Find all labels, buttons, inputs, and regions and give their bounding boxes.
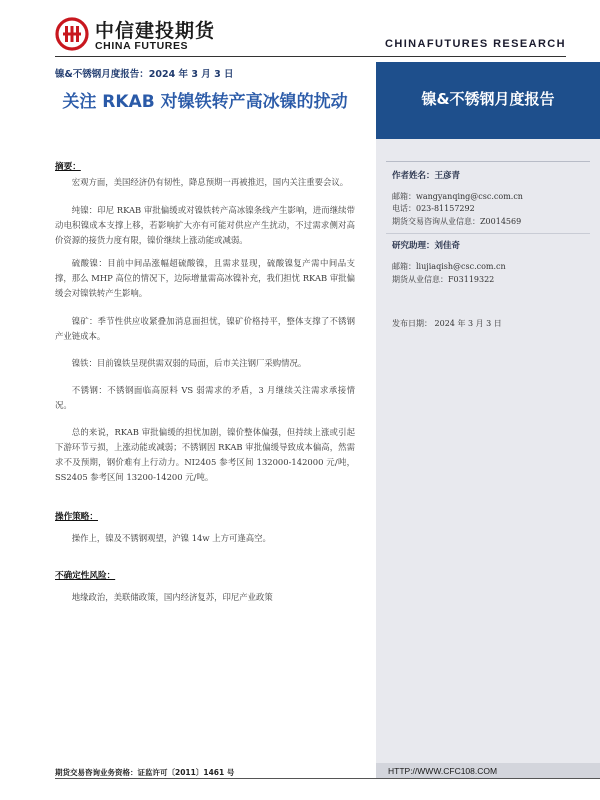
research-label: CHINAFUTURES RESEARCH [385,38,566,50]
sidebar-divider [386,161,590,162]
summary-conclusion: 总的来说，RKAB 审批偏缓的担忧加剧，镍价整体偏强，但持续上涨或引起下游环节亏损，上涨动能或减弱；不锈钢因 RKAB 审批偏缓导致成本偏高，然需求不及预期，钢价难有上行动力。NI2405 参考区间 132000-142000 元/吨，SS2405 参考区间 13200-14200 元/吨。 [55,427,355,482]
logo-cn: 中信建投期货 [95,20,216,42]
summary-nickel-sulfate: 硫酸镍：目前中间品涨幅超硫酸镍，且需求显现，硫酸镍复产需中间品支撑，那么 MHP 高位的情况下，边际增量需高冰镍补充，我们担忧 RKAB 审批偏缓会对镍铁转产生影响。 [55,258,355,298]
footer-divider [55,778,600,779]
publish-date: 发布日期： 2024 年 3 月 3 日 [392,319,502,328]
license-note: 期货交易咨询业务资格：证监许可〔2011〕1461 号 [55,768,235,777]
assistant-name: 研究助理：刘佳奇 [392,241,461,251]
assistant-email: 邮箱：liujiaqish@csc.com.cn [392,262,506,271]
author-certificate: 期货交易咨询从业信息：Z0014569 [392,217,522,226]
summary-macro: 宏观方面，美国经济仍有韧性，降息预期一再被推迟，国内关注重要会议。 [71,177,349,187]
summary-nickel-ore: 镍矿：季节性供应收紧叠加消息面担忧，镍矿价格持平，整体支撑了不锈钢产业链成本。 [55,316,355,341]
report-body [55,160,355,605]
company-logo [55,15,215,55]
assistant-certificate: 期货从业信息：F03119322 [392,275,495,284]
report-subheading: 镍&不锈钢月度报告：2024 年 3 月 3 日 [55,69,234,80]
header-divider [55,56,566,57]
sidebar-divider [386,233,590,234]
summary-heading: 摘要： [55,162,81,172]
report-title: 关注 RKAB 对镍铁转产高冰镍的扰动 [62,92,348,112]
strategy-text: 操作上，镍及不锈钢观望，沪镍 14w 上方可逢高空。 [71,533,271,543]
logo-mark-icon [55,17,89,51]
summary-nickel: 纯镍：印尼 RKAB 审批偏缓或对镍铁转产高冰镍条线产生影响，进而继续带动电积镍成本支撑上移，若影响扩大亦有可能对供应产生扰动，不过需求侧对高价资源的接货力度有限，镍价继续上涨动能或减弱。 [55,205,355,245]
website-link[interactable]: HTTP://WWW.CFC108.COM [388,766,498,776]
risk-text: 地缘政治，美联储政策，国内经济复苏，印尼产业政策 [71,592,273,602]
banner-label: 镍&不锈钢月度报告 [421,90,555,108]
summary-ferronickel: 镍铁：目前镍铁呈现供需双弱的局面，后市关注钢厂采购情况。 [71,358,307,368]
strategy-heading: 操作策略： [55,512,98,522]
author-sidebar [376,139,600,763]
website-bar [376,763,600,779]
author-phone: 电话：023-81157292 [392,204,475,213]
summary-stainless: 不锈钢：不锈钢面临高原料 VS 弱需求的矛盾，3 月继续关注需求承接情况。 [55,385,355,410]
author-email: 邮箱：wangyanqing@csc.com.cn [392,192,523,201]
risk-heading: 不确定性风险： [55,571,116,581]
logo-en: CHINA FUTURES [95,40,189,52]
report-type-banner [376,62,600,139]
author-name: 作者姓名：王彦青 [392,171,461,181]
